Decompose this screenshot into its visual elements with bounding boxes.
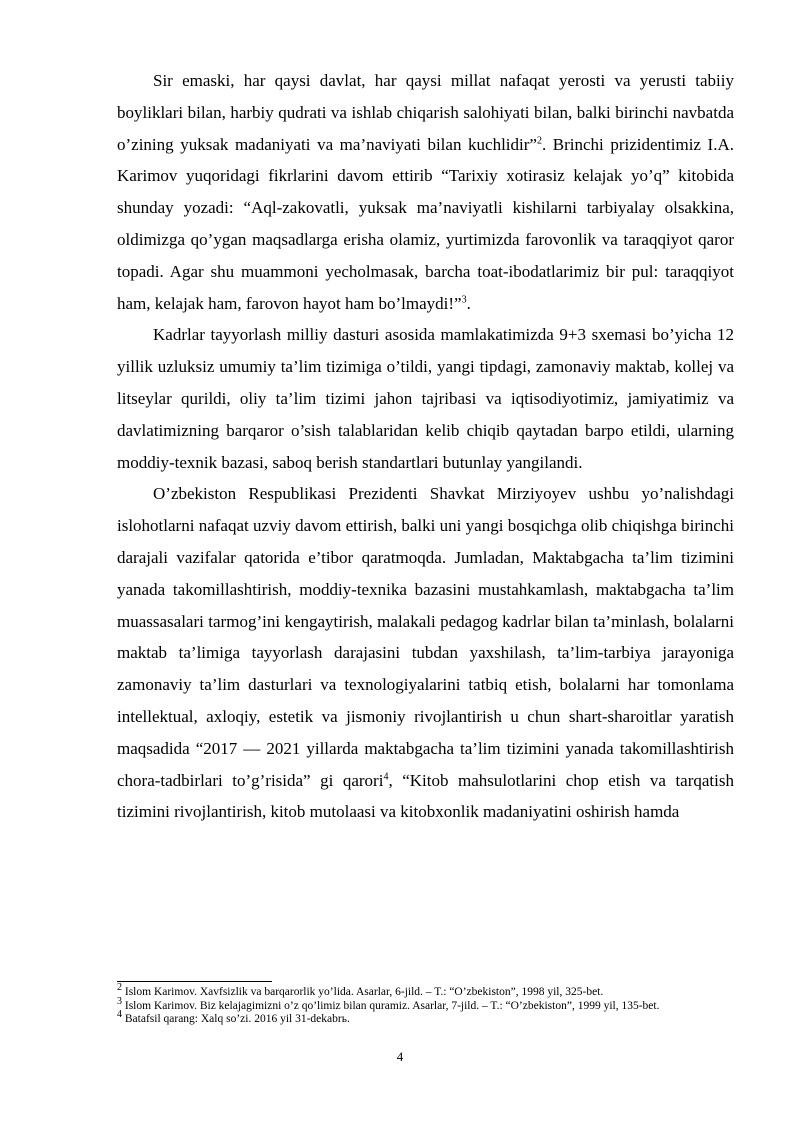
footnote-number: 4 (117, 1009, 122, 1021)
footnote-item (117, 1009, 734, 1027)
paragraph-3-text: O’zbekiston Respublikasi Prezidenti Shavkat Mirziyoyev ushbu yo’nalishdagi islohotlarni nafaqat uzviy davom ettirish, balki uni yangi bosqichga olib chiqishga birinchi darajali vazifalar qatorida e’tibor qaratmoqda. Jumladan, Maktabgacha ta’lim tizimini yanada takomillashtirish, moddiy-texnika bazasini mustahkamlash, maktabgacha ta’lim muassasalari tarmog’ini kengaytirish, malakali pedagog kadrlar bilan ta’minlash, bolalarni maktab ta’limiga tayyorlash darajasini tubdan yaxshilash, ta’lim-tarbiya jarayoniga zamonaviy ta’lim dasturlari va texnologiyalarini tatbiq etish, bolalarni har tomonlama intellektual, axloqiy, estetik va jismoniy rivojlantirish u chun shart-sharoitlar yaratish maqsadida “2017 — 2021 yillarda maktabgacha ta’lim tizimini yanada takomillashtirish chora-tadbirlari to’g’risida” gi qarori (117, 484, 734, 790)
footnote-number: 3 (117, 995, 122, 1007)
paragraph-3 (117, 478, 734, 828)
paragraph-1 (117, 65, 734, 319)
footnote-separator (117, 981, 272, 982)
paragraph-1-text-end: . (466, 293, 471, 313)
paragraph-3-text-cont: , “Kitob mahsulotlarini chop etish va tarqatish tizimini rivojlantirish, kitob mutolaasi va kitobxonlik madaniyatini oshirish hamda (117, 770, 734, 822)
footnote-text: Islom Karimov. Xavfsizlik va barqarorlik yo’lida. Asarlar, 6-jild. – T.: “O’zbekiston”, 1998 yil, 325-bet. (122, 986, 604, 998)
page-number: 4 (396, 1049, 404, 1064)
paragraph-2 (117, 319, 734, 478)
footnote-ref-2[interactable]: 2 (536, 134, 542, 146)
main-text (117, 65, 734, 828)
paragraph-1-text-cont: . Brinchi prizidentimiz I.A. Karimov yuqoridagi fikrlarini davom ettirib “Tarixiy xotirasiz kelajak yo’q” kitobida shunday yozadi: “Aql-zakovatli, yuksak ma’naviyatli kishilarni tarbiyalay olsakkina, oldimizga qo’ygan maqsadlarga erisha olamiz, yurtimizda farovonlik va taraqqiyot qaror topadi. Agar shu muammoni yecholmasak, barcha toat-ibodatlarimiz bir pul: taraqqiyot ham, kelajak ham, farovon hayot ham bo’lmaydi!” (117, 134, 734, 313)
footnote-item (117, 982, 734, 1000)
paragraph-2-text: Kadrlar tayyorlash milliy dasturi asosida mamlakatimizda 9+3 sxemasi bo’yicha 12 yillik uzluksiz umumiy ta’lim tizimiga o’tildi, yangi tipdagi, zamonaviy maktab, kollej va litseylar qurildi, oliy ta’lim tizimi jahon tajribasi va iqtisodiyotimiz, jamiyatimiz va davlatimizning barqaror o’sish talablaridan kelib chiqib qaytadan barpo etildi, ularning moddiy-texnik bazasi, saboq berish standartlari butunlay yangilandi. (117, 325, 734, 472)
footnote-ref-4[interactable]: 4 (383, 770, 389, 782)
footnotes (117, 982, 734, 1027)
paragraph-1-text: Sir emaski, har qaysi davlat, har qaysi millat nafaqat yerosti va yerusti tabiiy boyliklari bilan, harbiy qudrati va ishlab chiqarish salohiyati bilan, balki birinchi navbatda o’zining yuksak madaniyati va ma’naviyati bilan kuchlidir” (117, 71, 734, 154)
footnote-number: 2 (117, 982, 122, 994)
footnote-ref-3[interactable]: 3 (461, 293, 467, 305)
footnote-text: Batafsil qarang: Xalq so’zi. 2016 yil 31-dekabrь. (122, 1013, 350, 1025)
footnote-item (117, 995, 734, 1014)
footnote-text: Islom Karimov. Biz kelajagimizni o’z qo’limiz bilan quramiz. Asarlar, 7-jild. – T.: “O’zbekiston”, 1999 yil, 135-bet. (122, 999, 660, 1012)
